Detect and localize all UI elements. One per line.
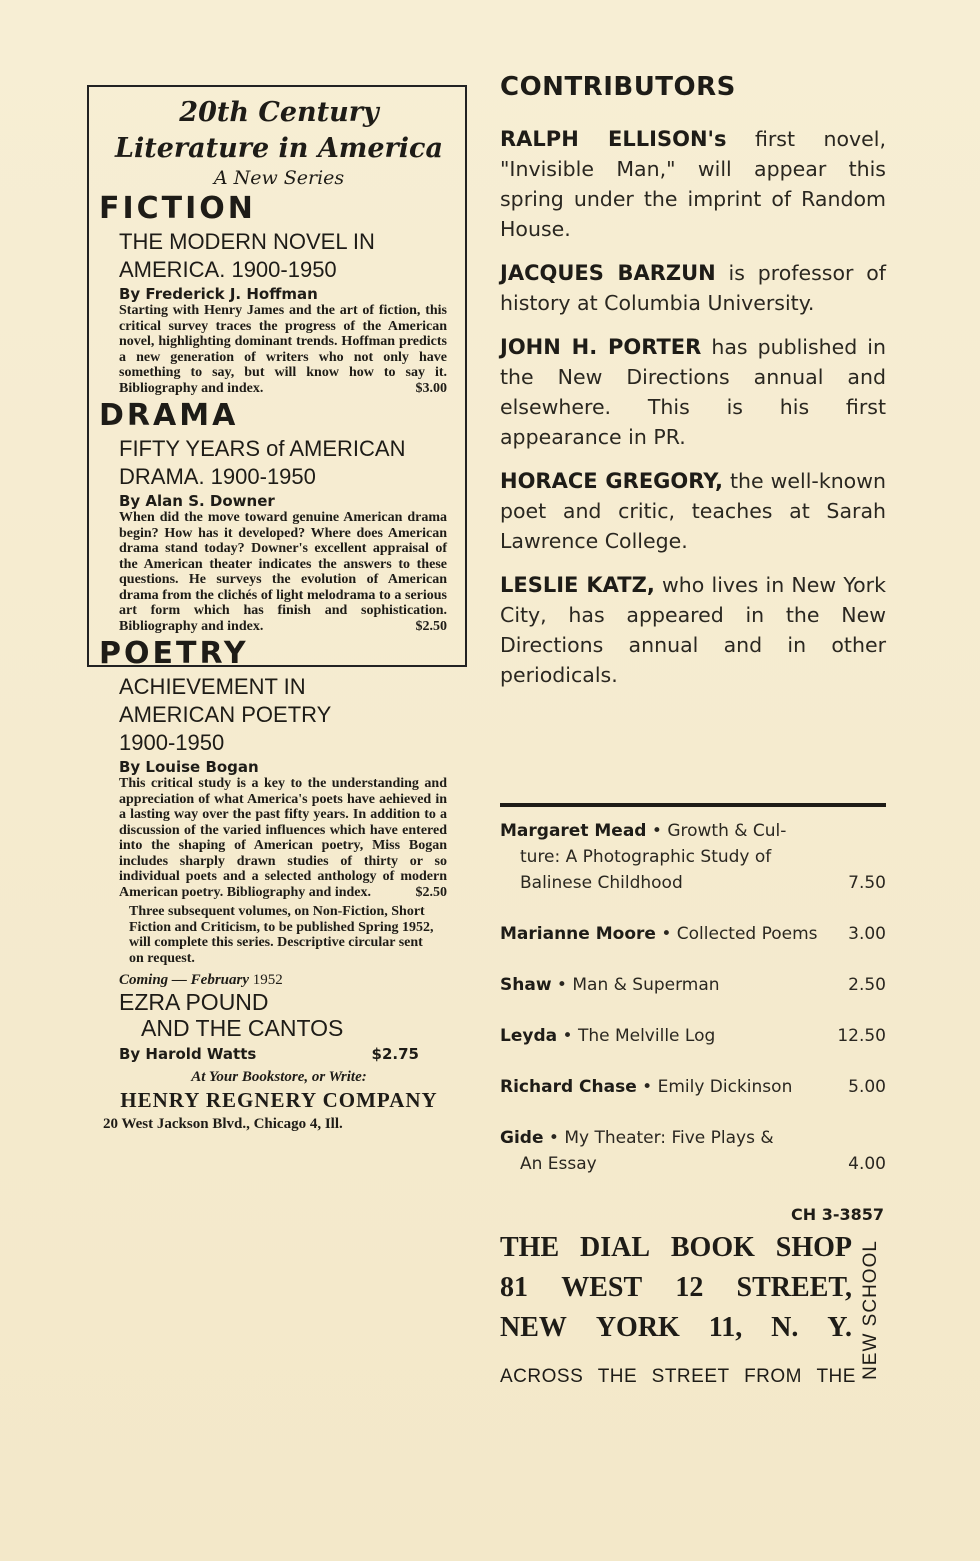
drama-section <box>99 398 455 634</box>
book-title: AMERICAN POETRY <box>119 702 332 727</box>
listing-author: Marianne Moore <box>500 924 656 944</box>
contributor-bio <box>500 258 886 318</box>
listing-author: Margaret Mead <box>500 821 647 841</box>
series-subtitle: A New Series <box>213 167 345 189</box>
coming-year: 1952 <box>252 972 283 988</box>
contributor-name: HORACE GREGORY, <box>500 469 723 493</box>
book-title: AMERICA. 1900-1950 <box>119 257 337 282</box>
shop-phone: CH 3-3857 <box>790 1205 884 1224</box>
section-divider <box>500 803 886 807</box>
contributors-section <box>500 72 886 704</box>
contributor-bio <box>500 124 886 244</box>
listing-title: The Melville Log <box>577 1026 716 1046</box>
shop-location-note <box>500 1366 856 1388</box>
shop-word: Y. <box>827 1312 852 1343</box>
series-note: Three subsequent volumes, on Non-Fiction, Short Fiction and Criticism, to be published Spring 1952, will complete this series. Descriptive circular sent on request. <box>129 904 434 966</box>
dial-book-shop <box>500 1205 886 1388</box>
dial-book-list <box>500 818 886 1202</box>
shop-word: YORK <box>595 1312 680 1343</box>
listing-title: My Theater: Five Plays & <box>564 1128 774 1148</box>
listing-price: 3.00 <box>848 924 886 944</box>
book-author: By Louise Bogan <box>119 758 259 776</box>
shop-word: DIAL <box>580 1232 651 1263</box>
contributor-bio <box>500 332 886 452</box>
publisher-address: 20 West Jackson Blvd., Chicago 4, Ill. <box>103 1116 343 1132</box>
book-author: By Frederick J. Hoffman <box>119 285 318 303</box>
description-text: This critical study is a key to the understanding and appreciation of what America's poets have aehieved in a lasting way over the past fifty years. In addition to a discussion of the varied influences which have entered into the shaping of American poetry, Miss Bogan includes sharply drawn studies of thirty or so individual poets and a selected anthology of modern American poetry. Bibliography and index. <box>119 776 447 900</box>
book-listing: Margaret Mead • Growth & Cul- ture: A Photographic Study of Balinese Childhood 7.50 <box>500 818 886 896</box>
description-text: Starting with Henry James and the art of fiction, this critical survey traces the progress of the American novel, highlighting dominant trends. Hoffman predicts a new generation of writers who not only have something to say, but will know how to say it. Bibliography and index. <box>119 303 447 396</box>
pound-author: By Harold Watts <box>119 1045 257 1063</box>
book-description <box>119 303 447 396</box>
pound-title-line-2: AND THE CANTOS <box>141 1015 344 1041</box>
fiction-section <box>99 191 455 396</box>
publisher-name: HENRY REGNERY COMPANY <box>120 1088 438 1112</box>
regnery-advertisement <box>87 85 467 1132</box>
shop-word: N. <box>771 1312 799 1343</box>
contributor-name: JOHN H. PORTER <box>500 335 702 359</box>
book-price: $2.50 <box>415 618 447 634</box>
shop-word: SHOP <box>775 1232 852 1263</box>
book-listing: Gide • My Theater: Five Plays & An Essay 4.00 <box>500 1125 886 1177</box>
shop-word: NEW <box>500 1312 567 1343</box>
location-word: THE <box>597 1366 638 1387</box>
listing-title: Growth & Cul- <box>667 821 787 841</box>
shop-word: 11, <box>708 1312 743 1343</box>
shop-word: THE <box>500 1232 560 1263</box>
listing-author: Gide <box>500 1128 544 1148</box>
pound-price: $2.75 <box>371 1045 419 1063</box>
shop-city <box>500 1308 852 1348</box>
book-price: $2.50 <box>415 884 447 900</box>
coming-label: Coming — February <box>119 972 250 988</box>
book-price: $3.00 <box>415 380 447 396</box>
listing-price: 7.50 <box>848 873 886 893</box>
pound-title-line-1: EZRA POUND <box>119 989 269 1015</box>
order-line: At Your Bookstore, or Write: <box>191 1069 367 1085</box>
contributor-text: is professor of history at Columbia University. <box>500 261 886 315</box>
series-title-line-2: Literature in America <box>115 133 443 164</box>
vertical-text: NEW SCHOOL <box>860 1240 882 1380</box>
book-title: 1900-1950 <box>119 730 225 755</box>
book-listing: Marianne Moore • Collected Poems 3.00 <box>500 921 886 947</box>
location-word: FROM <box>744 1366 802 1387</box>
section-heading: FICTION <box>99 191 256 226</box>
shop-word: BOOK <box>670 1232 755 1263</box>
shop-name <box>500 1228 852 1268</box>
book-listing: Leyda • The Melville Log 12.50 <box>500 1023 886 1049</box>
listing-price: 4.00 <box>848 1154 886 1174</box>
poetry-section <box>99 636 455 900</box>
section-heading: DRAMA <box>99 398 239 433</box>
listing-title: Collected Poems <box>676 924 818 944</box>
book-author: By Alan S. Downer <box>119 492 275 510</box>
listing-price: 2.50 <box>848 975 886 995</box>
shop-word: 12 <box>675 1272 704 1303</box>
location-word: STREET <box>651 1366 730 1387</box>
contributor-text: has published in the New Directions annual and elsewhere. This is his first appearance in PR. <box>500 335 886 449</box>
listing-price: 12.50 <box>837 1026 886 1046</box>
listing-author: Shaw <box>500 975 552 995</box>
listing-title-cont: An Essay <box>520 1154 597 1174</box>
book-title: THE MODERN NOVEL IN <box>119 229 375 254</box>
pound-author-line <box>119 1045 419 1063</box>
description-text: When did the move toward genuine American drama begin? How has it developed? Where does American drama stand today? Downer's excellent appraisal of the American theater indicates the answers to these questions. He surveys the evolution of American drama from the clichés of light melodrama to a serious art form which has finish and sophistication. Bibliography and index. <box>119 510 447 634</box>
book-listing: Richard Chase • Emily Dickinson 5.00 <box>500 1074 886 1100</box>
book-listing: Shaw • Man & Superman 2.50 <box>500 972 886 998</box>
shop-word: 81 <box>500 1272 528 1303</box>
listing-title: Man & Superman <box>572 975 720 995</box>
coming-soon <box>119 972 455 989</box>
contributor-text: first novel, "Invisible Man," will appear this spring under the imprint of Random House. <box>500 127 886 241</box>
contributor-text: who lives in New York City, has appeared in the New Directions annual and in other periodicals. <box>500 573 886 687</box>
series-title-line-1: 20th Century <box>179 97 379 128</box>
shop-street <box>500 1268 852 1308</box>
contributor-name: JACQUES BARZUN <box>500 261 716 285</box>
listing-title-cont: ture: A Photographic Study of <box>520 847 772 867</box>
new-school-vertical <box>856 1226 886 1394</box>
section-heading: POETRY <box>99 636 249 671</box>
contributor-name: RALPH ELLISON's <box>500 127 727 151</box>
contributor-bio <box>500 570 886 690</box>
listing-title-cont: Balinese Childhood <box>520 873 683 893</box>
contributor-text: the well-known poet and critic, teaches at Sarah Lawrence College. <box>500 469 886 553</box>
listing-title: Emily Dickinson <box>657 1077 793 1097</box>
contributor-name: LESLIE KATZ, <box>500 573 655 597</box>
contributors-heading: CONTRIBUTORS <box>500 72 736 102</box>
book-title: FIFTY YEARS of AMERICAN <box>119 436 406 461</box>
shop-word: STREET, <box>736 1272 852 1303</box>
listing-price: 5.00 <box>848 1077 886 1097</box>
book-description <box>119 776 447 900</box>
book-title: ACHIEVEMENT IN <box>119 674 306 699</box>
contributor-bio <box>500 466 886 556</box>
shop-word: WEST <box>561 1272 643 1303</box>
book-description <box>119 510 447 634</box>
book-title: DRAMA. 1900-1950 <box>119 464 316 489</box>
listing-author: Richard Chase <box>500 1077 637 1097</box>
location-word: THE <box>816 1366 856 1387</box>
location-word: ACROSS <box>500 1366 584 1387</box>
listing-author: Leyda <box>500 1026 558 1046</box>
